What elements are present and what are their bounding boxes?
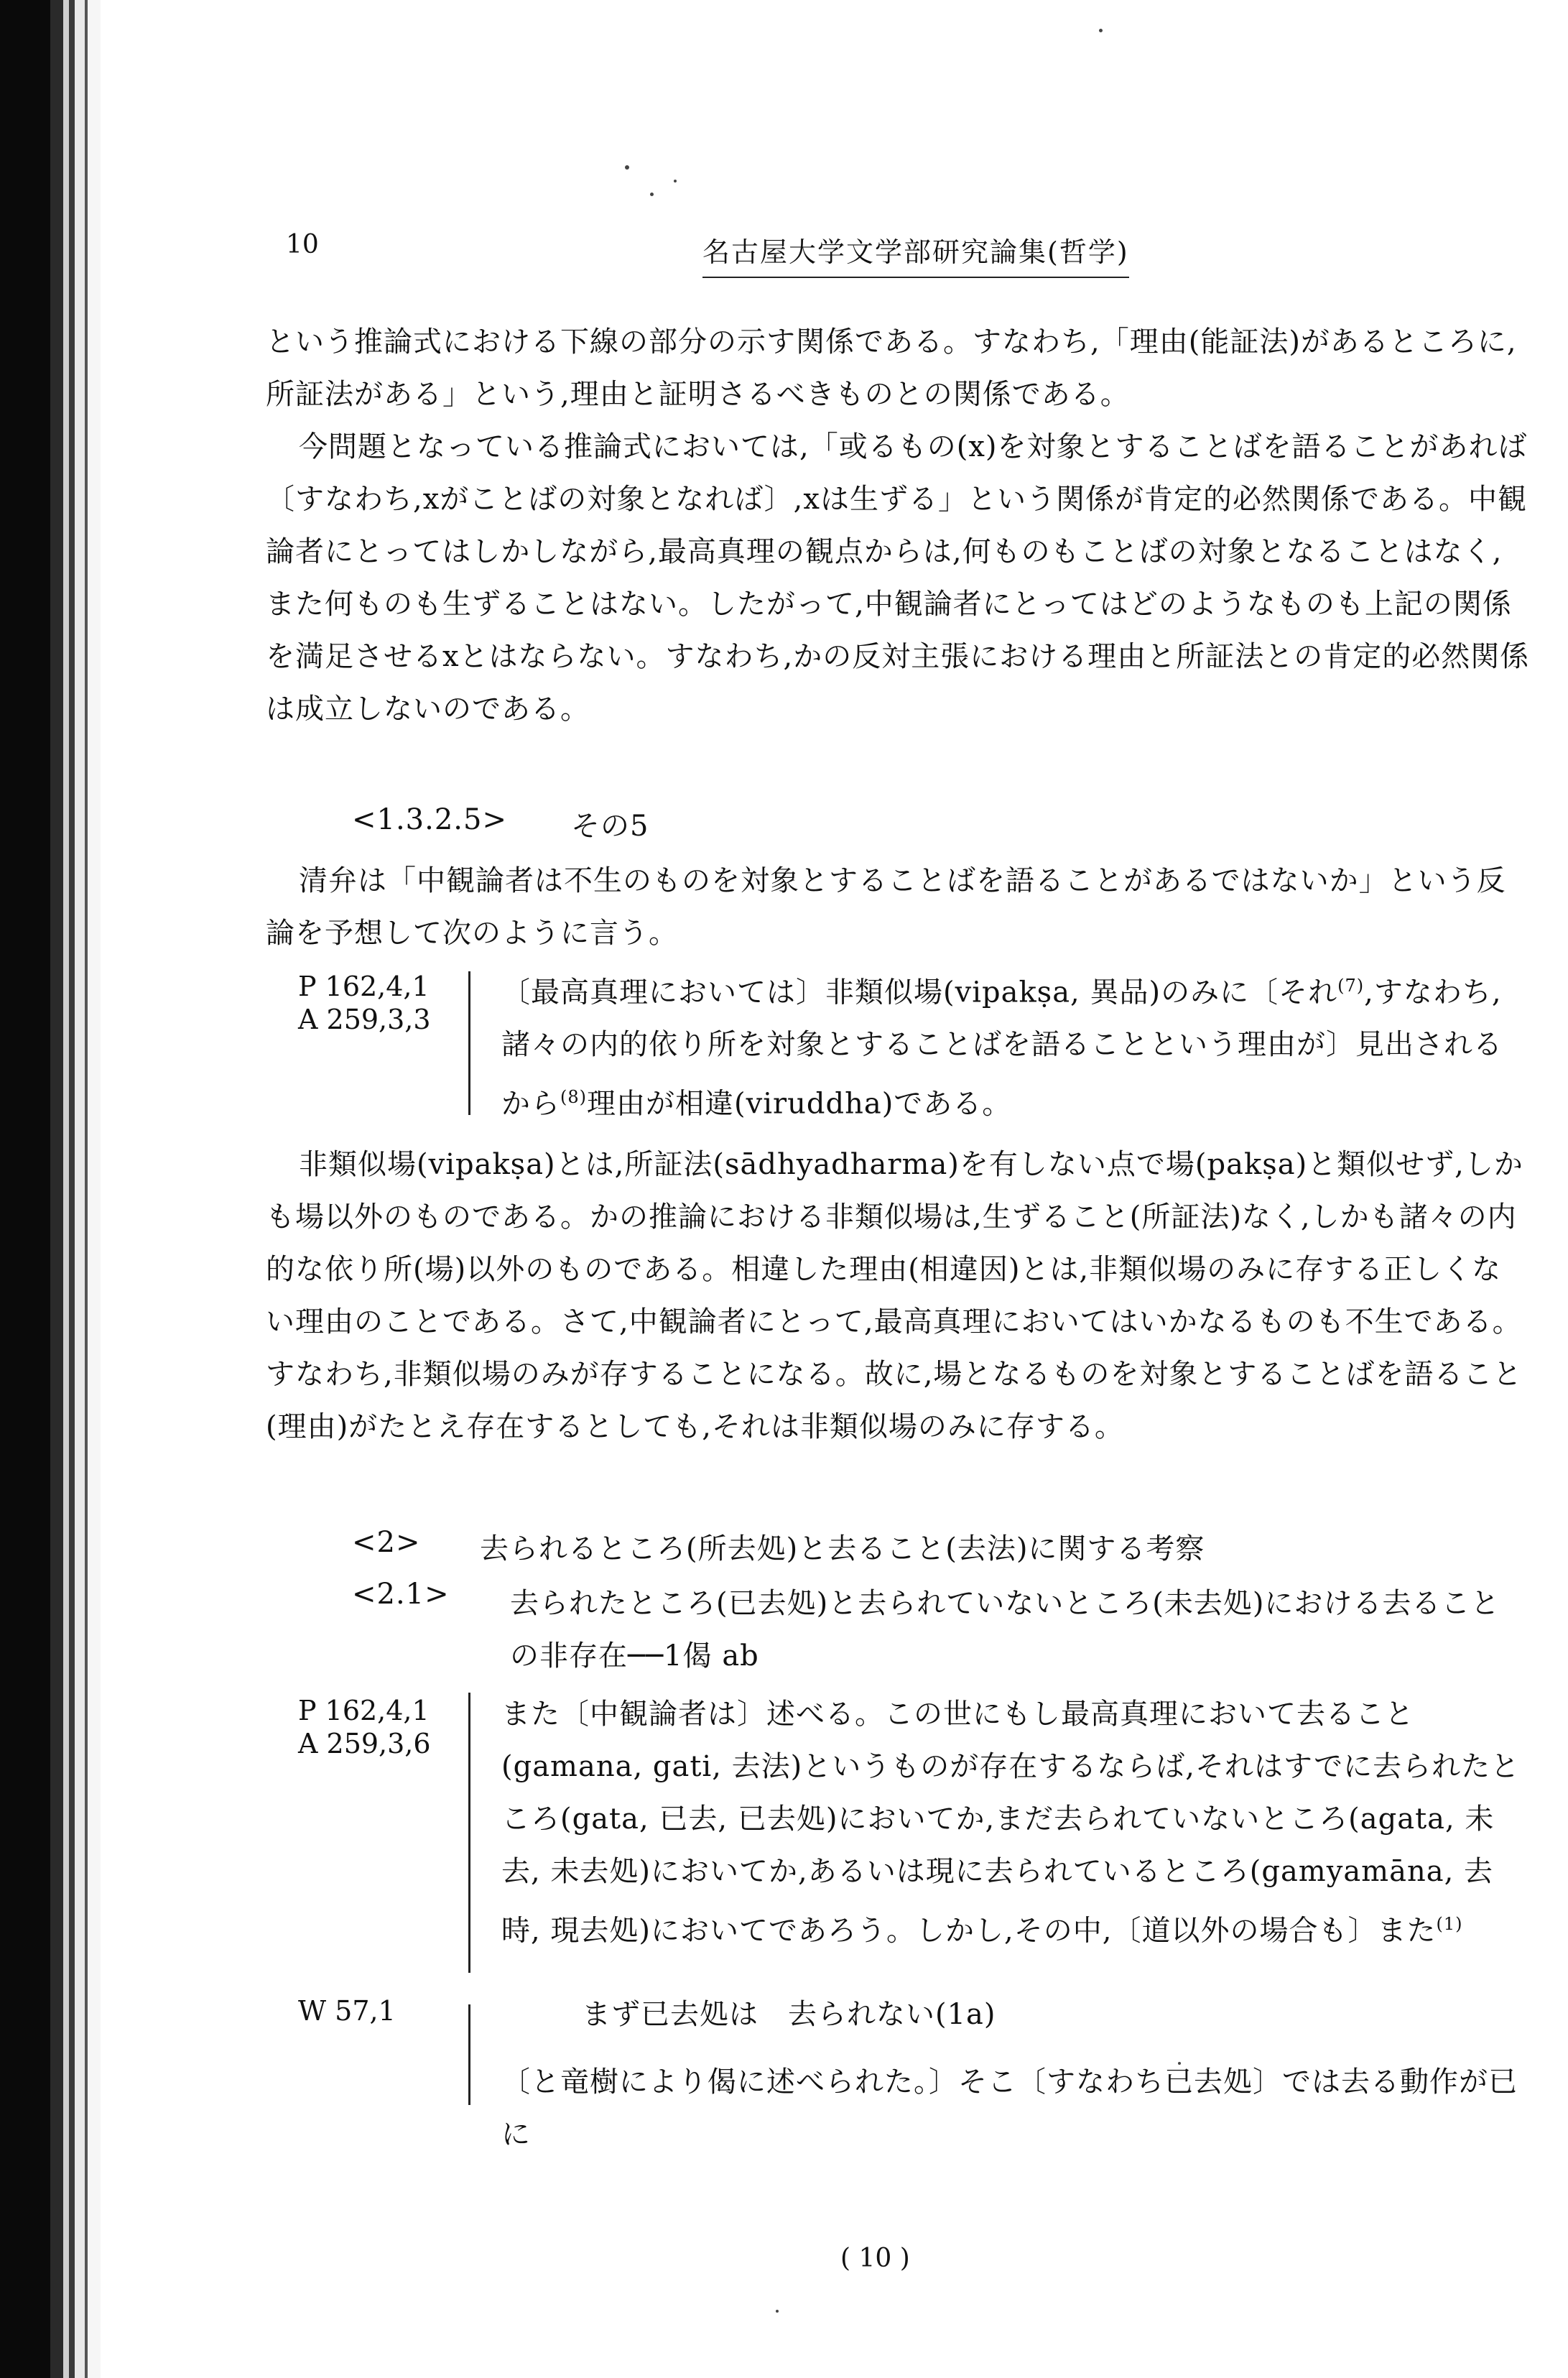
paragraph-4: 非類似場(vipakṣa)とは,所証法(sādhyadharma)を有しない点で場(pakṣa)と類似せず,しかも場以外のものである。かの推論における非類似場は,生ずること(所証法)なく,しかも諸々の内的な依り所(場)以外のものである。相違した理由(相違因)とは,非類似場のみに存する正しくない理由のことである。さて,中観論者にとって,最高真理においてはいかなるものも不生である。すなわち,非類似場のみが存することになる。故に,場となるものを対象とすることばを語ること(理由)がたとえ存在するとしても,それは非類似場のみに存する。 [266, 1148, 1523, 1443]
note-1-marker: (1) [1436, 1914, 1463, 1934]
page-number: 10 [286, 230, 319, 259]
section-1325-number: <1.3.2.5> [352, 803, 507, 836]
paragraph-5: 〔と竜樹により偈に述べられた。〕そこ〔すなわち已去処〕では去る動作が已に [501, 2065, 1518, 2151]
quote-block-1 [501, 960, 1521, 1131]
reference-label-2: P 162,4,1 A 259,3,6 [298, 1695, 431, 1759]
paragraph-2: 今問題となっている推論式においては,「或るもの(x)を対象とすることばを語ることがあれば〔すなわち,xがことばの対象となれば〕,xは生ずる」という関係が肯定的必然関係である。中観論者にとってはしかしながら,最高真理の観点からは,何ものもことばの対象となることはなく,また何ものも生ずることはない。したがって,中観論者にとってはどのようなものも上記の関係を満足させるxとはならない。すなわち,かの反対主張における理由と所証法との肯定的必然関係は成立しないのである。 [266, 430, 1530, 726]
scan-speck [776, 2310, 779, 2313]
quote-bar-3 [468, 2004, 470, 2105]
quote-1-text-a: 〔最高真理においては〕非類似場(vipakṣa, 異品)のみに〔それ [501, 976, 1338, 1009]
section-21-number: <2.1> [352, 1578, 450, 1611]
quote-block-2 [501, 1688, 1521, 1957]
scan-speck [674, 180, 677, 182]
note-7-marker: (7) [1337, 976, 1365, 996]
journal-title: 名古屋大学文学部研究論集(哲学) [702, 230, 1129, 278]
scan-speck [650, 193, 654, 196]
reference-label-1: P 162,4,1 A 259,3,3 [298, 971, 431, 1035]
quote-1-text-b: ,すなわち,諸々の内的依り所を対象とすることばを語ることという理由が〕見出されるから [501, 976, 1503, 1121]
quote-2-text: また〔中観論者は〕述べる。この世にもし最高真理において去ること(gamana, gati, 去法)というものが存在するならば,それはすでに去られたところ(gata, 已去, 已去処)においてか,まだ去られていないところ(agata, 未去, 未去処)においてか,あるいは現に去られているところ(gamyamāna, 去時, 現去処)においてであろう。しかし,その中,〔道以外の場合も〕また [501, 1698, 1521, 1948]
section-2-title: 去られるところ(所去処)と去ること(去法)に関する考察 [480, 1532, 1205, 1565]
quote-bar-2 [468, 1693, 470, 1973]
verse-line: まず已去処は 去られない(1a) [582, 1998, 996, 2031]
page-footer-label: ( 10 ) [840, 2244, 910, 2273]
scan-speck [1099, 29, 1103, 32]
scan-speck [625, 165, 629, 170]
section-1325-title: その5 [571, 810, 649, 843]
note-8-marker: (8) [560, 1087, 587, 1108]
paragraph-1: という推論式における下線の部分の示す関係である。すなわち,「理由(能証法)があるところに,所証法がある」という,理由と証明さるべきものとの関係である。 [266, 325, 1517, 411]
scan-speck [1178, 2062, 1181, 2065]
reference-label-3: W 57,1 [298, 1995, 396, 2027]
section-2-number: <2> [352, 1526, 421, 1559]
quote-bar-1 [468, 971, 470, 1115]
paragraph-3: 清弁は「中観論者は不生のものを対象とすることばを語ることがあるではないか」という反論を予想して次のように言う。 [266, 864, 1506, 950]
quote-1-text-c: 理由が相違(viruddha)である。 [587, 1087, 1012, 1121]
section-21-title: 去られたところ(已去処)と去られていないところ(未去処)における去ることの非存在──1偈 ab [510, 1587, 1500, 1673]
